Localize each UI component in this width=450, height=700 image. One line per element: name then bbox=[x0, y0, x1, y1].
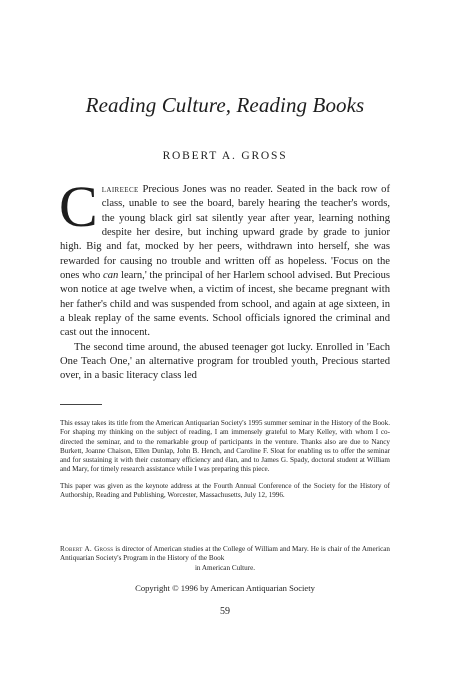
footnote: This essay takes its title from the American Antiquarian Society's 1995 summer seminar in the History of the Book. For shaping my thinking on the subject of reading, I am immensely grateful to Mary Kelley, with whom I co-directed the seminar, and to the remarkable group of participants in the venture. Thanks also are due to Nancy Burkett, Joanne Chaison, Ellen Dunlap, John B. Hench, and Caroline F. Sloat for enabling us to offer the seminar and for sustaining it with their customary efficiency and élan, and to James G. Spady, doctoral student at William and Mary, for timely research assistance while I was preparing this piece. bbox=[60, 419, 390, 474]
paragraph-text: Precious Jones was no reader. Seated in the back row of class, unable to see the board, barely hearing the teacher's words, the young black girl sat silently year after year, learning nothing despite her desire, but inching upward grade by grade to junior high. Big and fat, mocked by her peers, withdrawn into herself, she was rewarded for causing no trouble and written off as hopeless. 'Focus on the ones who bbox=[60, 184, 390, 282]
footnote-divider bbox=[60, 404, 102, 405]
body-paragraph: The second time around, the abused teenager got lucky. Enrolled in 'Each One Teach One,' an alternative program for troubled youth, Precious started over, in a basic literacy class led bbox=[60, 341, 390, 382]
drop-cap: C bbox=[59, 174, 98, 239]
copyright-line: Copyright © 1996 by American Antiquarian Society bbox=[135, 583, 315, 593]
author-bio-text: is director of American studies at the College of William and Mary. He is chair of the American Antiquarian Society's Program in the History of the Book bbox=[60, 545, 390, 563]
author-bio-name: Robert A. Gross bbox=[60, 545, 114, 553]
body-paragraph bbox=[59, 174, 390, 341]
author-bio-tail: in American Culture. bbox=[194, 563, 256, 572]
author-bio bbox=[60, 545, 390, 573]
page-number: 59 bbox=[220, 606, 230, 617]
article-author: ROBERT A. GROSS bbox=[162, 150, 288, 162]
opening-word: laireece bbox=[101, 184, 139, 195]
paragraph-text: learn,' the principal of her Harlem school advised. But Precious won notice at age twelve when, a victim of incest, she became pregnant with her father's child and was suspended from school, and again at age sixteen, in a bleak replay of the same events. School officials ignored the criminal and cast out the innocent. bbox=[60, 270, 390, 339]
footnotes bbox=[60, 419, 390, 507]
emphasis-text: can bbox=[103, 270, 119, 282]
article-title: Reading Culture, Reading Books bbox=[85, 93, 365, 117]
body-text bbox=[59, 174, 390, 384]
footnote: This paper was given as the keynote address at the Fourth Annual Conference of the Society for the History of Authorship, Reading and Publishing, Worcester, Massachusetts, July 12, 1996. bbox=[60, 481, 390, 500]
